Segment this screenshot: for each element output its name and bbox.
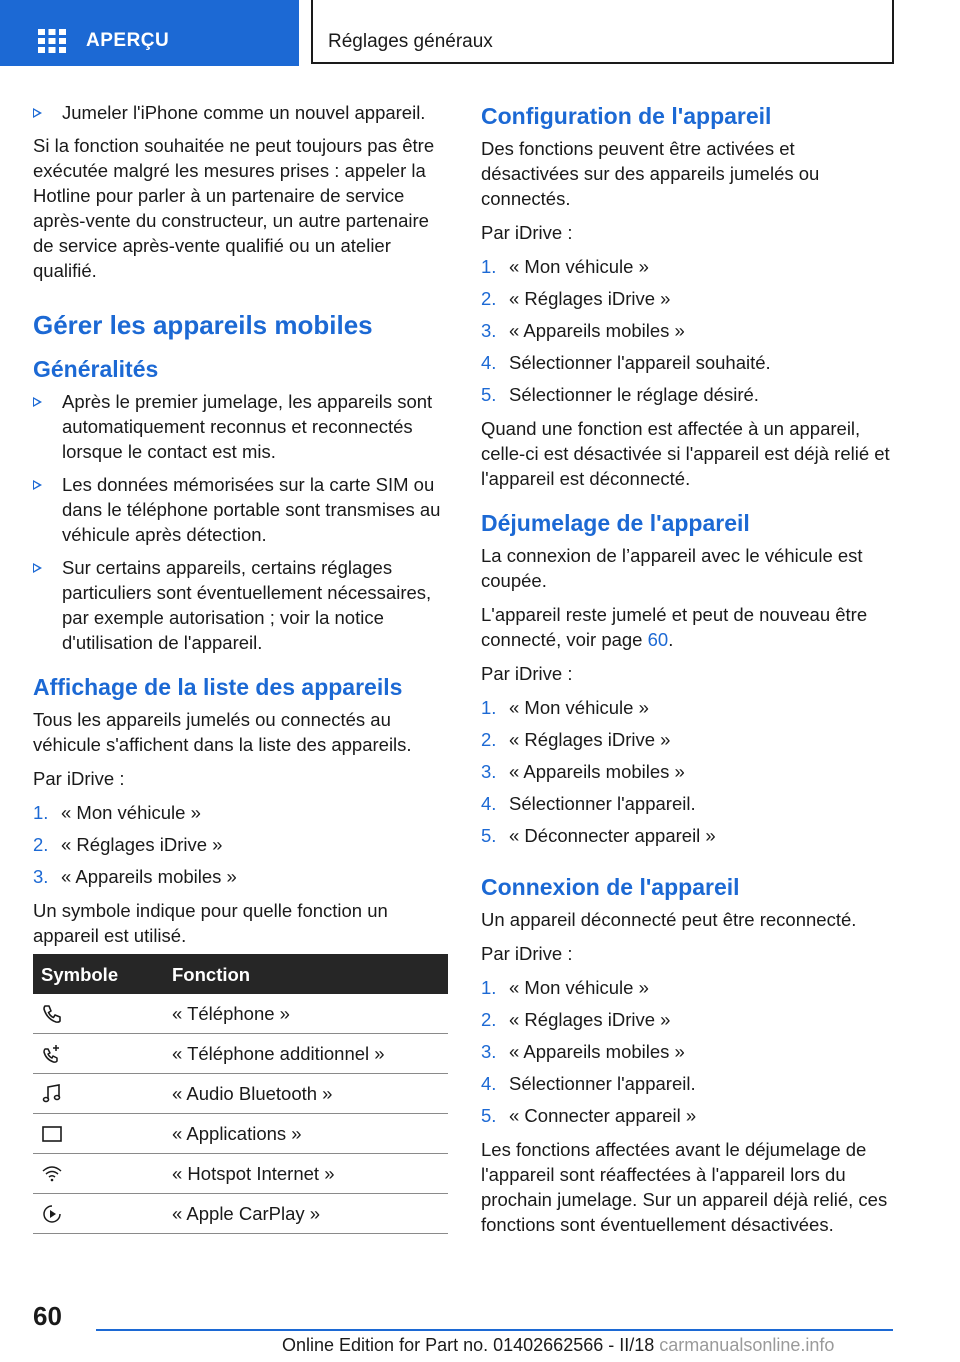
heading-device-list: Affichage de la liste des appareils [33,674,403,700]
list-item: 2. « Réglages iDrive » [481,288,671,309]
connect-steps [481,975,893,1131]
list-item: 3. « Appareils mobiles » [481,761,685,782]
section-title: Réglages généraux [328,31,493,52]
connect-paragraph: Un appareil déconnecté peut être reconnecté. [481,909,857,930]
table-row [33,1154,448,1194]
list-item: Jumeler l'iPhone comme un nouvel appareil. [33,100,448,125]
grid-menu-icon [38,29,66,53]
list-item: 2. « Réglages iDrive » [481,1009,671,1030]
intro-paragraph: Si la fonction souhaitée ne peut toujours pas être exécutée malgré les mesures prises : appeler la Hotline pour parler à un partenaire de service après-vente du constructeur, un autre partenaire de service après-vente qualifié ou un atelier qualifié. [33,135,435,281]
list-item: 1. « Mon véhicule » [481,256,649,277]
general-bullets [33,389,448,655]
device-list-paragraph: Tous les appareils jumelés ou connectés au véhicule s'affichent dans la liste des appareils. [33,709,412,755]
config-paragraph: Des fonctions peuvent être activées et désactivées sur des appareils jumelés ou connectés. [481,138,820,209]
table-row [33,1194,448,1234]
left-column [33,100,448,1234]
heading-device-config: Configuration de l'appareil [481,103,772,129]
heading-connect: Connexion de l'appareil [481,874,740,900]
music-note-icon [41,1083,63,1105]
symbol-paragraph: Un symbole indique pour quelle fonction un appareil est utilisé. [33,900,388,946]
par-idrive-label: Par iDrive : [33,768,125,789]
triangle-bullet-icon [33,108,42,118]
heading-general: Généralités [33,356,159,382]
list-item: 3. « Appareils mobiles » [33,866,237,887]
applications-icon [41,1123,63,1145]
device-list-steps [33,800,448,892]
footer-edition: Online Edition for Part no. 01402662566 - II/18 carmanualsonline.info [282,1335,835,1355]
triangle-bullet-icon [33,397,42,407]
list-item: Après le premier jumelage, les appareils sont automatiquement reconnus et reconnectés lorsque le contact est mis. [33,389,448,464]
list-item: 1. « Mon véhicule » [481,977,649,998]
page-number: 60 [33,1301,62,1331]
par-idrive-label: Par iDrive : [481,222,573,243]
additional-phone-icon [41,1043,63,1065]
intro-bullets [33,100,448,125]
section-title-box [311,0,894,64]
overview-tab-label: APERÇU [86,30,170,51]
table-cell: « Hotspot Internet » [172,1154,448,1194]
table-cell: « Téléphone additionnel » [172,1034,448,1074]
list-item: 2. « Réglages iDrive » [481,729,671,750]
table-header-row [33,954,448,994]
table-row [33,994,448,1034]
overview-tab[interactable] [0,0,299,66]
footer-divider [96,1329,893,1331]
wifi-hotspot-icon [41,1163,63,1185]
unpair-steps [481,695,893,855]
heading-unpair: Déjumelage de l'appareil [481,510,750,536]
heading-manage-devices: Gérer les appareils mobiles [33,310,373,340]
carplay-icon [41,1203,63,1225]
table-cell: « Apple CarPlay » [172,1194,448,1234]
table-cell: « Téléphone » [172,994,448,1034]
list-item: 5. « Déconnecter appareil » [481,825,716,846]
list-item: 3. « Appareils mobiles » [481,1041,685,1062]
right-column [481,100,893,1246]
list-item: 4. Sélectionner l'appareil souhaité. [481,352,771,373]
par-idrive-label: Par iDrive : [481,663,573,684]
table-cell: « Applications » [172,1114,448,1154]
list-item: 4. Sélectionner l'appareil. [481,1073,696,1094]
par-idrive-label: Par iDrive : [481,943,573,964]
list-item: Les données mémorisées sur la carte SIM ou dans le téléphone portable sont transmises au véhicule après détection. [33,472,448,547]
unpair-paragraph: La connexion de l’appareil avec le véhicule est coupée. [481,545,863,591]
footer-site: carmanualsonline.info [659,1335,835,1355]
table-row [33,1074,448,1114]
list-item: 2. « Réglages iDrive » [33,834,223,855]
triangle-bullet-icon [33,563,42,573]
list-item: 1. « Mon véhicule » [481,697,649,718]
list-item: 5. « Connecter appareil » [481,1105,697,1126]
phone-icon [41,1003,63,1025]
column-header-symbol: Symbole [33,954,172,994]
triangle-bullet-icon [33,480,42,490]
list-item: 1. « Mon véhicule » [33,802,201,823]
list-item: 4. Sélectionner l'appareil. [481,793,696,814]
column-header-function: Fonction [172,954,448,994]
unpair-paragraph-2: L'appareil reste jumelé et peut de nouveau être connecté, voir page 60. [481,604,868,650]
list-item: 5. Sélectionner le réglage désiré. [481,384,759,405]
connect-after-paragraph: Les fonctions affectées avant le déjumelage de l'appareil sont réaffectées à l'appareil lors du prochain jumelage. Sur un appareil déjà relié, ces fonctions sont éventuellement désactivées. [481,1139,888,1235]
table-row [33,1034,448,1074]
list-item: Sur certains appareils, certains réglages particuliers sont éventuellement nécessaires, par exemple autorisation ; voir la notice d'utilisation de l'appareil. [33,555,448,655]
config-steps [481,254,893,410]
symbol-table [33,954,448,1234]
config-after-paragraph: Quand une fonction est affectée à un appareil, celle-ci est désactivée si l'appareil est déjà relié et l'appareil est déconnecté. [481,418,890,489]
list-item: 3. « Appareils mobiles » [481,320,685,341]
page-link[interactable]: 60 [647,629,669,650]
table-row [33,1114,448,1154]
table-cell: « Audio Bluetooth » [172,1074,448,1114]
